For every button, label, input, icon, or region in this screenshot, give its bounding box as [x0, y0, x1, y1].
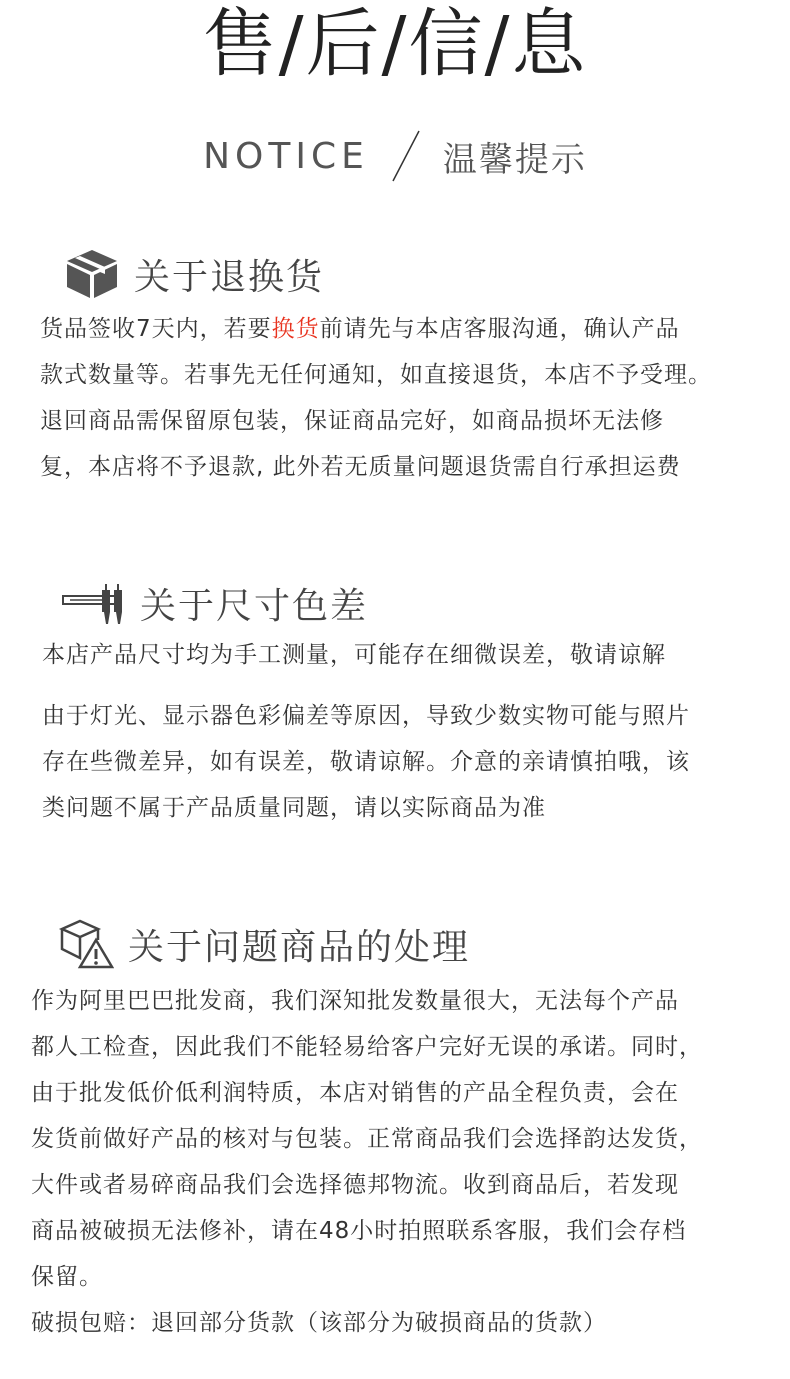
slash-divider [391, 129, 421, 183]
size-paragraph-2 [42, 693, 690, 831]
highlight-exchange: 换货 [271, 316, 320, 342]
section-heading-problem [58, 918, 470, 970]
section-heading-returns [64, 248, 324, 300]
text-line: 货品签收7天内，若要换货前请先与本店客服沟通，确认产品 [40, 316, 680, 342]
package-icon [64, 248, 120, 300]
section-heading-size [62, 578, 368, 629]
text-line: 破损包赔：退回部分货款（该部分为破损商品的货款） [31, 1310, 607, 1336]
problem-paragraph [31, 978, 703, 1346]
section-title: 关于尺寸色差 [140, 586, 369, 627]
caliper-icon [62, 582, 126, 626]
text-line: 都人工检查，因此我们不能轻易给客户完好无误的承诺。同时， [31, 1034, 703, 1060]
section-title: 关于问题商品的处理 [128, 926, 471, 968]
text-line: 款式数量等。若事先无任何通知，如直接退货，本店不予受理。 [40, 362, 712, 388]
subtitle-zh: 温馨提示 [442, 139, 587, 180]
damaged-box-warning-icon [58, 918, 114, 970]
text-line: 类问题不属于产品质量同题，请以实际商品为准 [42, 795, 546, 821]
text-line: 存在些微差异，如有误差，敬请谅解。介意的亲请慎拍哦，该 [42, 749, 690, 775]
returns-paragraph [40, 306, 712, 490]
text-line: 发货前做好产品的核对与包装。正常商品我们会选择韵达发货， [31, 1126, 703, 1152]
text-line: 由于灯光、显示器色彩偏差等原因，导致少数实物可能与照片 [42, 703, 690, 729]
section-title: 关于退换货 [134, 256, 325, 298]
notice-subtitle [0, 128, 790, 184]
text-line: 退回商品需保留原包装，保证商品完好，如商品损坏无法修 [40, 408, 664, 434]
text-line: 本店产品尺寸均为手工测量，可能存在细微误差，敬请谅解 [42, 642, 666, 668]
text-line: 大件或者易碎商品我们会选择德邦物流。收到商品后，若发现 [31, 1172, 679, 1198]
size-paragraph-1 [42, 632, 666, 678]
text-line: 保留。 [31, 1264, 103, 1290]
text-line: 作为阿里巴巴批发商，我们深知批发数量很大，无法每个产品 [31, 988, 679, 1014]
page-title: 售/后/信/息 [202, 1, 588, 87]
subtitle-en: NOTICE [203, 135, 369, 177]
text-line: 复，本店将不予退款, 此外若无质量问题退货需自行承担运费 [40, 454, 681, 480]
text-line: 商品被破损无法修补，请在48小时拍照联系客服，我们会存档 [31, 1218, 687, 1244]
text-line: 由于批发低价低利润特质，本店对销售的产品全程负责，会在 [31, 1080, 679, 1106]
